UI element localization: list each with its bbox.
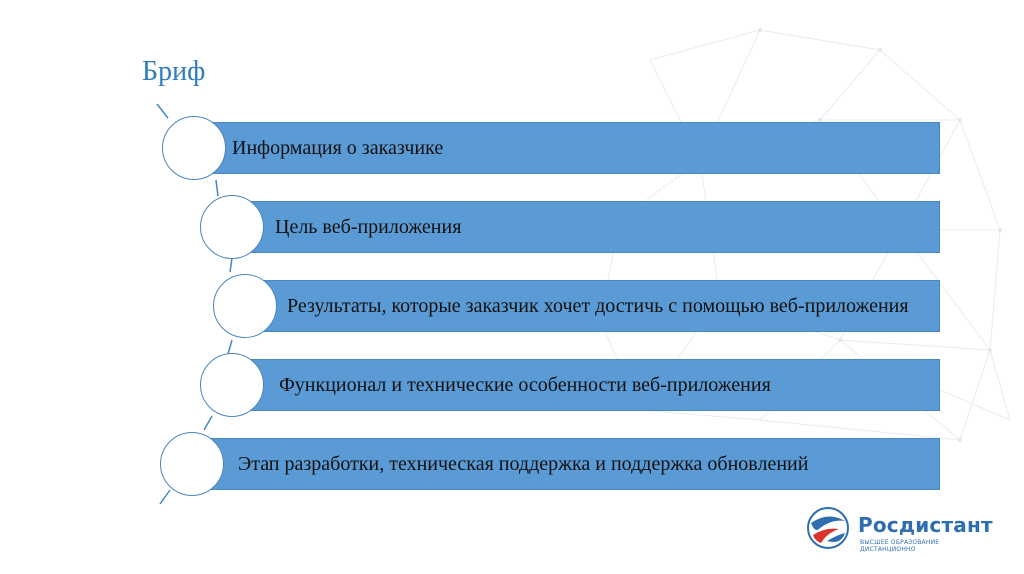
bullet-circle bbox=[213, 274, 277, 338]
brief-item-3 bbox=[246, 280, 940, 332]
brief-item-label: Результаты, которые заказчик хочет достичь с помощью веб-приложения bbox=[287, 295, 909, 317]
brief-item-label: Этап разработки, техническая поддержка и поддержка обновлений bbox=[238, 453, 809, 475]
brief-item-4 bbox=[232, 359, 940, 411]
logo-tagline: ВЫСШЕЕ ОБРАЗОВАНИЕ ДИСТАНЦИОННО bbox=[860, 539, 940, 553]
logo-name: Росдистант bbox=[858, 513, 993, 537]
globe-swirl-icon bbox=[805, 505, 851, 551]
bullet-circle bbox=[160, 432, 224, 496]
brief-item-label: Информация о заказчике bbox=[232, 137, 444, 159]
brief-item-label: Функционал и технические особенности веб-приложения bbox=[279, 374, 771, 396]
brief-item-label: Цель веб-приложения bbox=[275, 216, 462, 238]
bullet-circle bbox=[200, 195, 264, 259]
bullet-circle bbox=[162, 116, 226, 180]
brief-item-5 bbox=[193, 438, 940, 490]
rosdistant-logo bbox=[805, 505, 995, 555]
bullet-circle bbox=[200, 353, 264, 417]
slide-title: Бриф bbox=[142, 56, 206, 87]
brief-item-2 bbox=[232, 201, 940, 253]
brief-item-1 bbox=[193, 122, 940, 174]
